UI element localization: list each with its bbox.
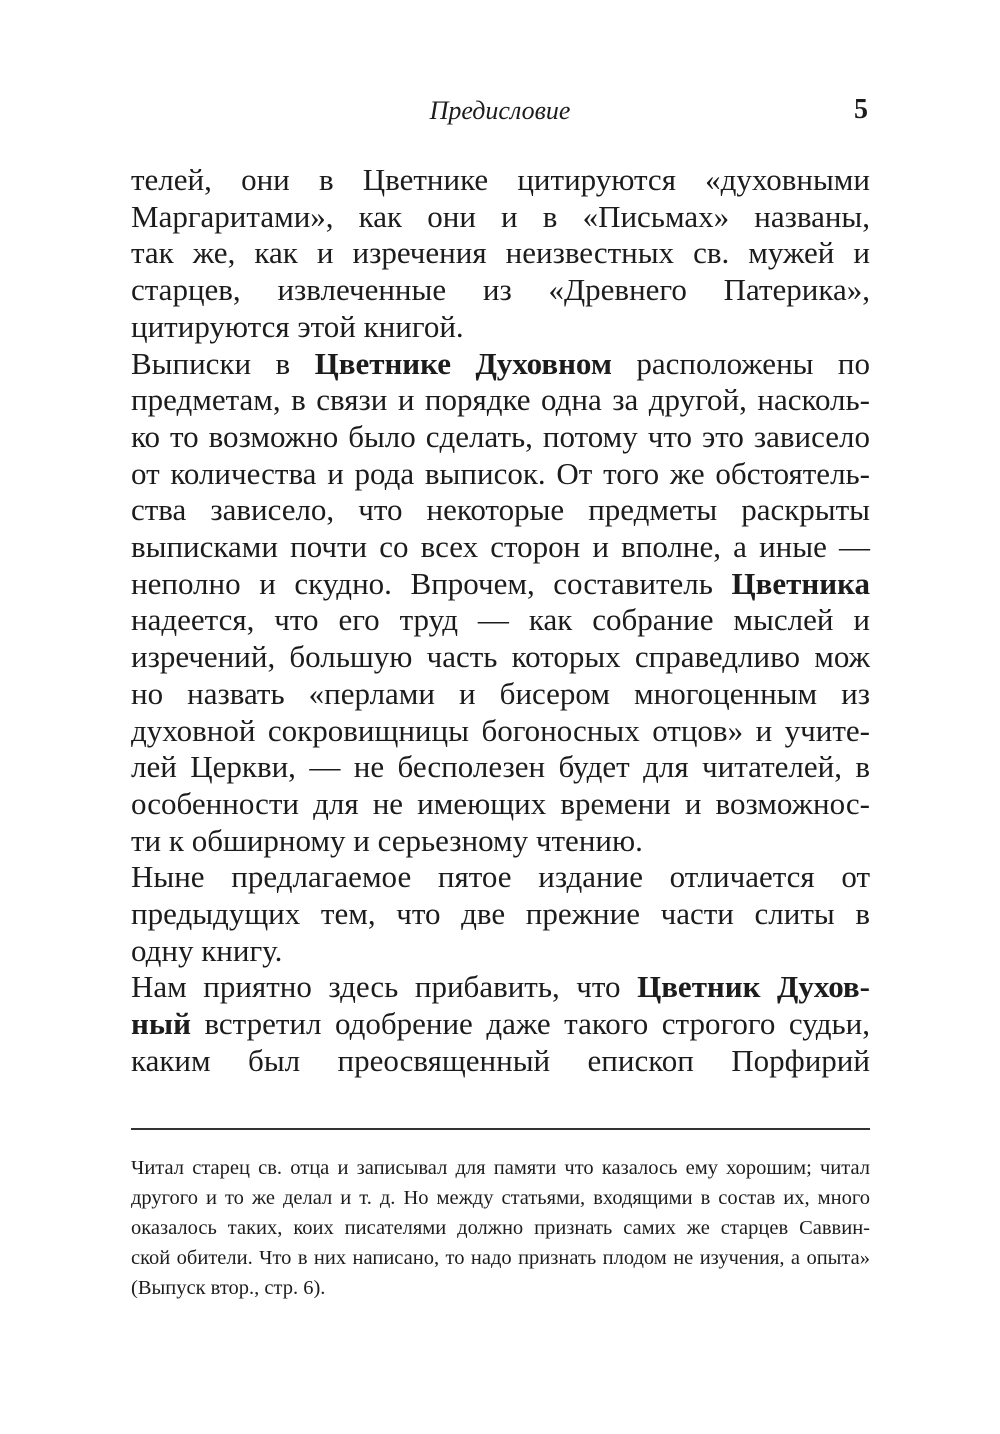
paragraph-3 — [131, 859, 870, 969]
text-line: Маргаритами», как они и в «Письмах» названы, — [131, 198, 870, 234]
text-run: Нам приятно здесь прибавить, что — [131, 969, 638, 1005]
text-line: духовной сокровищницы богоносных отцов» и учите- — [131, 712, 870, 748]
text-line: Ныне предлагаемое пятое издание отличается от — [131, 859, 870, 895]
running-title: Предисловие — [429, 96, 571, 125]
text-line: но назвать «перлами и бисером многоценным из — [131, 675, 870, 711]
paragraph-2 — [131, 346, 870, 860]
bold-title: ный — [131, 1006, 191, 1042]
text-line: особенности для не имеющих времени и возможнос- — [131, 785, 870, 821]
text-line: так же, как и изречения неизвестных св. мужей и — [131, 235, 870, 271]
footnote-line: ской обители. Что в них написано, то надо признать плодом не изучения, а опыта» — [131, 1247, 870, 1269]
paragraph-4 — [131, 969, 870, 1079]
footnote-line: другого и то же делал и т. д. Но между статьями, входящими в состав их, много — [131, 1187, 870, 1209]
text-line: надеется, что его труд — как собрание мыслей и — [131, 602, 870, 638]
text-line: изречений, большую часть которых справедливо мож — [131, 639, 870, 675]
text-line: одну книгу. — [131, 932, 283, 968]
bold-title: Цветник Духов- — [637, 969, 870, 1005]
footnote-line: Читал старец св. отца и записывал для памяти что казалось ему хорошим; читал — [131, 1157, 870, 1179]
text-run: неполно и скудно. Впрочем, составитель — [131, 565, 732, 601]
main-text — [131, 162, 870, 1080]
text-line: каким был преосвященный епископ Порфирий — [131, 1042, 870, 1078]
text-line — [131, 1006, 870, 1043]
footnote — [131, 1153, 870, 1303]
text-run: расположены по — [611, 345, 871, 381]
text-line: предыдущих тем, что две прежние части слиты в — [131, 896, 870, 932]
text-line — [131, 566, 870, 603]
text-line: предметам, в связи и порядке одна за другой, насколь- — [131, 382, 870, 418]
text-line: ко то возможно было сделать, потому что это зависело — [131, 418, 870, 454]
text-line — [131, 969, 870, 1006]
paragraph-1 — [131, 162, 870, 346]
text-line: от количества и рода выписок. От того же обстоятель- — [131, 455, 870, 491]
bold-title: Цветнике Духовном — [314, 345, 612, 381]
page-number: 5 — [854, 94, 868, 125]
footnote-line: (Выпуск втор., стр. 6). — [131, 1277, 326, 1299]
text-line: телей, они в Цветнике цитируются «духовными — [131, 162, 870, 197]
text-run: встретил одобрение даже такого строгого судьи, — [190, 1006, 870, 1042]
text-line: ства зависело, что некоторые предметы раскрыты — [131, 492, 870, 528]
text-line — [131, 346, 870, 383]
text-line: цитируются этой книгой. — [131, 308, 464, 344]
footnote-separator — [131, 1128, 870, 1130]
text-line: лей Церкви, — не бесполезен будет для читателей, в — [131, 749, 870, 785]
text-line: ти к обширному и серьезному чтению. — [131, 822, 643, 858]
text-line: старцев, извлеченные из «Древнего Патерика», — [131, 272, 870, 308]
footnote-line: оказалось таких, коих писателями должно признать самих же старцев Саввин- — [131, 1217, 870, 1239]
bold-title: Цветника — [731, 565, 870, 601]
text-run: Выписки в — [131, 345, 315, 381]
text-line: выписками почти со всех сторон и вполне, а иные — — [131, 529, 870, 565]
